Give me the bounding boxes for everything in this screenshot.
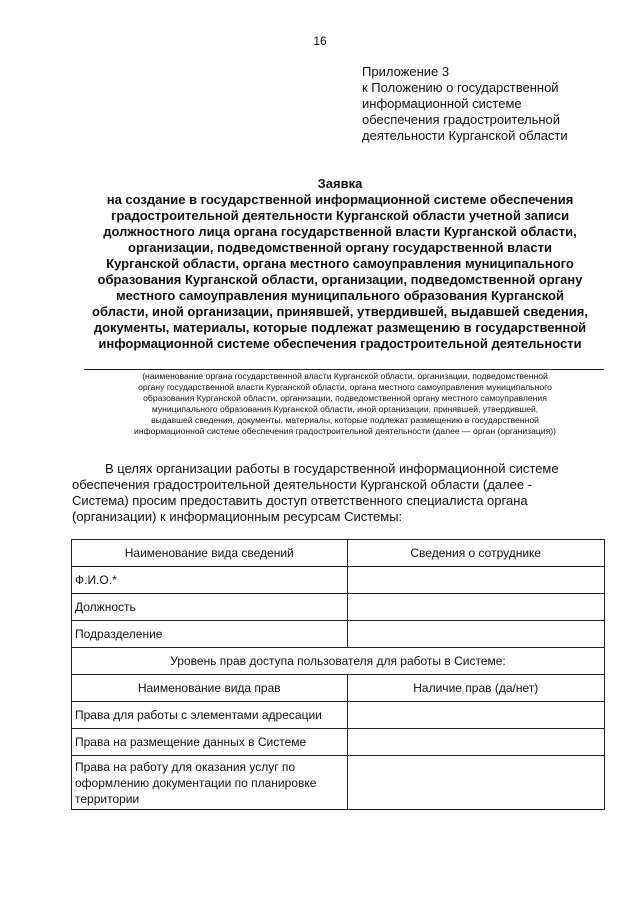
table-row [72,702,605,729]
caption-line: информационной системе обеспечения градостроительной деятельности (далее — орган (организация)) [134,426,556,436]
fio-value-cell[interactable] [347,567,605,594]
title-line: на создание в государственной информационной системе обеспечения [106,192,574,207]
caption-line: органу государственной власти Курганской области, органа местного самоуправления муниципального [138,382,552,392]
paragraph-line: В целях организации работы в государственной информационной системе [105,461,559,476]
title-line: области, иной организации, принявшей, утвердившей, выдавшей сведения, [92,304,588,319]
title-line: организации, подведомственной органу государственной власти [128,240,552,255]
caption-line: (наименование органа государственной власти Курганской области, организации, подведомственной [142,371,548,381]
row-label-department: Подразделение [72,621,348,648]
table-row [72,756,605,810]
rights-label-planning-docs: Права на работу для оказания услуг по оформлению документации по планировке территории [72,756,348,810]
title-line: Курганской области, органа местного самоуправления муниципального [106,256,574,271]
header-cell-employee-info: Сведения о сотруднике [347,540,605,567]
employee-info-table [71,539,605,810]
fill-in-caption [70,371,620,437]
header-cell-rights-type: Наименование вида прав [72,675,348,702]
caption-line: образования Курганской области, организации, подведомственной органу местного самоуправления [143,393,547,403]
position-value-cell[interactable] [347,594,605,621]
page-number: 16 [313,34,327,48]
title-line: информационной системе обеспечения градостроительной деятельности [98,336,582,351]
fill-in-line [84,369,604,370]
appendix-line: деятельности Курганской области [362,128,568,143]
caption-line: выдавшей сведения, документы, материалы, которые подлежат размещению в государственной [151,415,539,425]
title-heading: Заявка [317,176,363,191]
appendix-line: Приложение 3 [362,64,450,79]
header-cell-info-type: Наименование вида сведений [72,540,348,567]
title-line: местного самоуправления муниципального образования Курганской [116,288,564,303]
rights-value-cell[interactable] [347,702,605,729]
rights-value-cell[interactable] [347,756,605,810]
table-row [72,567,605,594]
table-row [72,621,605,648]
appendix-note [362,64,622,144]
title-line: образования Курганской области, организации, подведомственной органу [97,272,583,287]
row-label-position: Должность [72,594,348,621]
request-paragraph [72,461,612,525]
header-cell-rights-presence: Наличие прав (да/нет) [347,675,605,702]
rights-label-data-upload: Права на размещение данных в Системе [72,729,348,756]
table-row [72,729,605,756]
title-line: градостроительной деятельности Курганской области учетной записи [110,208,570,223]
table-row [72,594,605,621]
paragraph-line: Система) просим предоставить доступ ответственного специалиста органа [72,493,528,508]
rights-label-addressing: Права для работы с элементами адресации [72,702,348,729]
paragraph-line: (организации) к информационным ресурсам Системы: [72,509,403,524]
title-line: должностного лица органа государственной власти Курганской области, [103,224,577,239]
title-line: документы, материалы, которые подлежат размещению в государственной [93,320,587,335]
access-level-heading: Уровень прав доступа пользователя для работы в Системе: [72,648,605,675]
row-label-fio: Ф.И.О.* [72,567,348,594]
rights-value-cell[interactable] [347,729,605,756]
appendix-line: информационной системе [362,96,522,111]
table-header-row [72,540,605,567]
access-level-heading-row [72,648,605,675]
paragraph-line: обеспечения градостроительной деятельности Курганской области (далее - [72,477,533,492]
appendix-line: обеспечения градостроительной [362,112,561,127]
rights-header-row [72,675,605,702]
caption-line: муниципального образования Курганской области, иной организации, принявшей, утвердившей, [151,404,539,414]
appendix-line: к Положению о государственной [362,80,559,95]
document-title [60,176,620,352]
department-value-cell[interactable] [347,621,605,648]
